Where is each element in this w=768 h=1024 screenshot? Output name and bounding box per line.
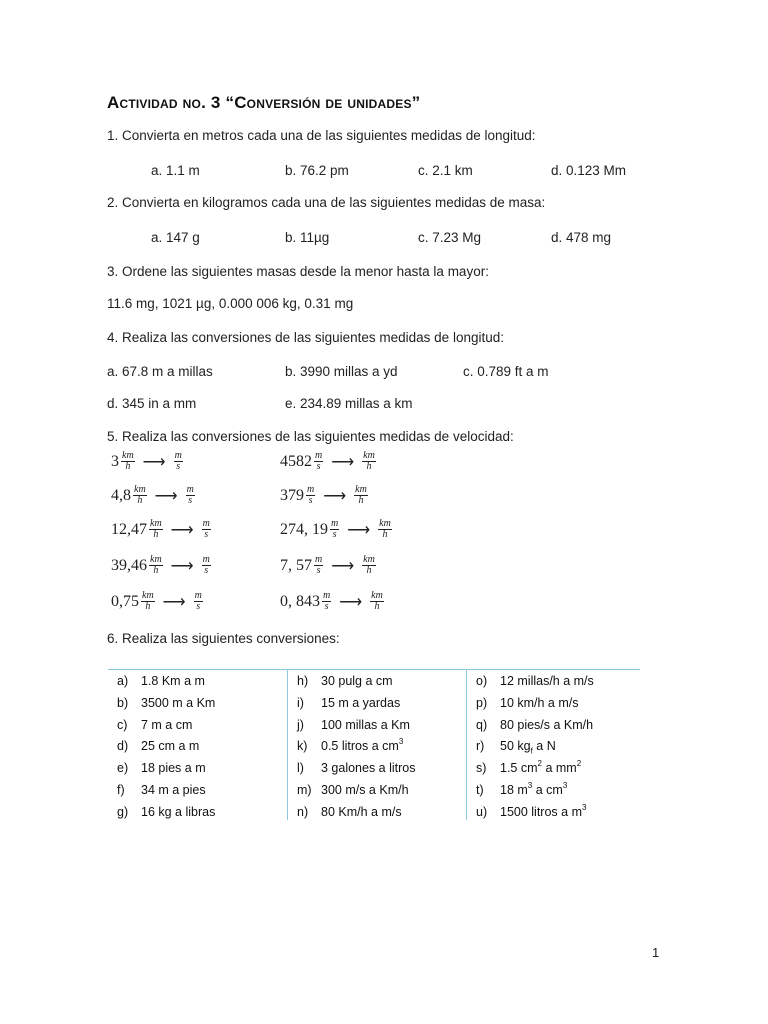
fraction-denominator: h (366, 461, 372, 472)
item-text (141, 783, 206, 797)
item-label: h) (297, 674, 309, 688)
fraction-denominator: s (204, 565, 209, 576)
fraction-numerator: km (379, 518, 391, 529)
item-label: q) (476, 717, 488, 732)
fraction-denominator: h (366, 565, 372, 576)
fraction-numerator: m (323, 590, 331, 601)
arrow-icon: ⟶ (323, 487, 347, 505)
item-text-part: 18 pies a m (141, 761, 206, 776)
q1-item-d: d. 0.123 Mm (551, 163, 627, 178)
item-text (321, 805, 402, 819)
fraction-numerator: m (315, 450, 323, 461)
fraction-numerator: m (186, 484, 194, 495)
unit-fraction (378, 519, 392, 540)
table-cell (476, 696, 579, 710)
item-label: s) (476, 761, 487, 776)
question-1-prompt: 1. Convierta en metros cada una de las siguientes medidas de longitud: (107, 128, 536, 143)
unit-fraction (354, 485, 368, 506)
unit-fraction (141, 591, 155, 612)
velocity-expression (280, 591, 386, 612)
fraction-numerator: km (363, 554, 375, 565)
subscript: f (530, 746, 533, 756)
velocity-expression (111, 555, 213, 576)
q2-item-b: b. 11µg (285, 230, 330, 245)
item-text (500, 739, 556, 756)
item-text-part: 18 m (500, 783, 528, 797)
item-text (500, 718, 593, 732)
q4-item-d: d. 345 in a mm (107, 396, 197, 411)
table-cell (297, 805, 402, 819)
unit-fraction (133, 485, 147, 506)
unit-fraction (306, 485, 315, 506)
velocity-expression (111, 591, 205, 612)
item-text-part: 10 km/h a m/s (500, 695, 579, 710)
item-label: m) (297, 783, 312, 797)
item-text (321, 718, 410, 732)
item-text (141, 696, 215, 710)
fraction-numerator: m (315, 554, 323, 565)
q1-item-a: a. 1.1 m (151, 163, 200, 178)
item-text-part: 3 galones a litros (321, 761, 416, 776)
q4-item-a: a. 67.8 m a millas (107, 364, 213, 379)
item-text (141, 739, 199, 753)
unit-fraction (174, 451, 183, 472)
item-label: g) (117, 804, 129, 819)
item-label: a) (117, 674, 129, 688)
item-text-part: 0.5 litros a cm (321, 739, 399, 754)
table-cell (117, 696, 215, 710)
velocity-value: 3 (111, 452, 119, 470)
velocity-expression (280, 451, 378, 472)
fraction-numerator: m (174, 450, 182, 461)
item-text (141, 718, 192, 732)
page-number: 1 (652, 945, 660, 960)
unit-fraction (121, 451, 135, 472)
superscript: 3 (581, 802, 587, 812)
velocity-expression (111, 451, 185, 472)
item-label: f) (117, 783, 125, 797)
question-2-prompt: 2. Convierta en kilogramos cada una de las siguientes medidas de masa: (107, 195, 546, 210)
item-text (141, 674, 205, 688)
fraction-denominator: s (204, 529, 209, 540)
item-text-part: 16 kg a libras (141, 804, 216, 819)
velocity-value: 4582 (280, 452, 312, 470)
item-label: t) (476, 783, 484, 797)
fraction-numerator: km (142, 590, 154, 601)
item-label: d) (117, 739, 129, 754)
arrow-icon: ⟶ (331, 557, 355, 575)
unit-fraction (149, 555, 163, 576)
unit-fraction (202, 519, 211, 540)
fraction-numerator: km (371, 590, 383, 601)
velocity-value: 379 (280, 486, 304, 504)
item-text-part: 50 kg (500, 739, 531, 754)
q2-item-c: c. 7.23 Mg (418, 230, 482, 245)
item-text-part: 100 millas a Km (321, 717, 410, 732)
table-cell (476, 802, 587, 819)
item-label: u) (476, 804, 488, 819)
q3-values: 11.6 mg, 1021 µg, 0.000 006 kg, 0.31 mg (107, 296, 354, 311)
table-cell (297, 674, 393, 688)
item-text-part: 80 pies/s a Km/h (500, 717, 594, 732)
question-6-prompt: 6. Realiza las siguientes conversiones: (107, 631, 340, 646)
question-5-prompt: 5. Realiza las conversiones de las siguientes medidas de velocidad: (107, 429, 514, 444)
q4-item-b: b. 3990 millas a yd (285, 364, 398, 379)
q1-item-c: c. 2.1 km (418, 163, 473, 178)
item-text-part: 300 m/s a Km/h (321, 783, 409, 797)
fraction-numerator: m (202, 518, 210, 529)
table-cell (297, 718, 410, 732)
table-cell (297, 696, 400, 710)
item-label: r) (476, 739, 485, 754)
q2-item-a: a. 147 g (151, 230, 200, 245)
item-label: o) (476, 674, 488, 688)
unit-fraction (314, 555, 323, 576)
q1-item-b: b. 76.2 pm (285, 163, 349, 178)
item-text (500, 674, 594, 688)
superscript: 2 (537, 759, 542, 769)
table-cell (297, 739, 403, 753)
table-cell (117, 805, 215, 819)
item-text (141, 805, 215, 819)
table-cell (476, 783, 567, 797)
unit-fraction (362, 555, 376, 576)
item-label: b) (117, 695, 129, 710)
velocity-value: 12,47 (111, 520, 147, 538)
fraction-numerator: m (194, 590, 202, 601)
velocity-value: 4,8 (111, 486, 131, 504)
unit-fraction (194, 591, 203, 612)
item-label: p) (476, 695, 488, 710)
table-cell (476, 761, 581, 775)
item-text-part: 80 Km/h a m/s (321, 804, 402, 819)
item-text-part: a N (532, 739, 556, 754)
table-cell (476, 739, 556, 756)
item-label: l) (297, 761, 304, 776)
item-text (500, 696, 579, 710)
fraction-denominator: h (153, 565, 159, 576)
fraction-denominator: s (332, 529, 337, 540)
unit-fraction (149, 519, 163, 540)
fraction-numerator: m (307, 484, 315, 495)
item-text (321, 739, 403, 753)
fraction-denominator: h (145, 601, 151, 612)
fraction-denominator: h (382, 529, 388, 540)
fraction-numerator: m (202, 554, 210, 565)
fraction-denominator: s (316, 565, 321, 576)
fraction-denominator: h (137, 495, 143, 506)
item-text (500, 802, 587, 819)
fraction-denominator: s (316, 461, 321, 472)
fraction-numerator: km (150, 554, 162, 565)
item-text-part: 1.5 cm (500, 761, 538, 776)
table-cell (476, 718, 593, 732)
table-column-1 (108, 670, 286, 820)
superscript: 2 (576, 759, 582, 769)
velocity-expression (280, 519, 394, 540)
arrow-icon: ⟶ (170, 521, 194, 539)
item-text-part: 1500 litros a m (500, 804, 582, 819)
q4-item-e: e. 234.89 millas a km (285, 396, 413, 411)
arrow-icon: ⟶ (331, 453, 355, 471)
arrow-icon: ⟶ (154, 487, 178, 505)
table-cell (117, 718, 192, 732)
velocity-value: 39,46 (111, 556, 147, 574)
fraction-denominator: s (176, 461, 181, 472)
fraction-denominator: h (153, 529, 159, 540)
item-text-part: a mm (541, 761, 577, 776)
unit-fraction (370, 591, 384, 612)
unit-fraction (186, 485, 195, 506)
item-text-part: 12 millas/h a m/s (500, 674, 594, 688)
fraction-denominator: s (308, 495, 313, 506)
fraction-numerator: m (331, 518, 339, 529)
item-text (321, 674, 393, 688)
fraction-denominator: h (374, 601, 380, 612)
item-text-part: a cm (532, 783, 563, 797)
velocity-value: 7, 57 (280, 556, 312, 574)
item-text-part: 3500 m a Km (141, 695, 216, 710)
item-text-part: 30 pulg a cm (321, 674, 393, 688)
item-text-part: 25 cm a m (141, 739, 200, 754)
item-label: i) (297, 695, 304, 710)
item-text-part: 15 m a yardas (321, 695, 401, 710)
velocity-expression (280, 485, 370, 506)
velocity-value: 0, 843 (280, 592, 320, 610)
velocity-value: 274, 19 (280, 520, 328, 538)
item-text (321, 696, 400, 710)
fraction-numerator: km (150, 518, 162, 529)
unit-fraction (362, 451, 376, 472)
item-label: n) (297, 804, 309, 819)
item-label: j) (297, 717, 304, 732)
item-text (141, 761, 206, 775)
fraction-denominator: s (196, 601, 201, 612)
arrow-icon: ⟶ (339, 593, 363, 611)
question-4-prompt: 4. Realiza las conversiones de las siguientes medidas de longitud: (107, 330, 504, 345)
superscript: 3 (527, 781, 533, 790)
arrow-icon: ⟶ (162, 593, 186, 611)
item-text (500, 761, 581, 775)
fraction-denominator: h (125, 461, 131, 472)
unit-fraction (314, 451, 323, 472)
velocity-expression (111, 485, 197, 506)
superscript: 3 (398, 737, 404, 747)
table-cell (117, 783, 206, 797)
arrow-icon: ⟶ (170, 557, 194, 575)
fraction-numerator: km (355, 484, 367, 495)
item-text (321, 761, 416, 775)
table-column-2 (287, 670, 466, 820)
fraction-denominator: s (324, 601, 329, 612)
table-cell (476, 674, 594, 688)
fraction-denominator: s (188, 495, 193, 506)
item-text-part: 7 m a cm (141, 717, 193, 732)
fraction-numerator: km (363, 450, 375, 461)
superscript: 3 (562, 781, 568, 790)
table-cell (297, 761, 416, 775)
fraction-numerator: km (122, 450, 134, 461)
fraction-denominator: h (358, 495, 364, 506)
unit-fraction (202, 555, 211, 576)
velocity-expression (111, 519, 213, 540)
unit-fraction (322, 591, 331, 612)
q4-item-c: c. 0.789 ft a m (463, 364, 549, 379)
arrow-icon: ⟶ (142, 453, 166, 471)
table-cell (117, 674, 205, 688)
velocity-expression (280, 555, 378, 576)
item-text (321, 783, 409, 797)
unit-fraction (330, 519, 339, 540)
item-text (500, 783, 567, 797)
fraction-numerator: km (134, 484, 146, 495)
table-column-3 (466, 670, 641, 820)
arrow-icon: ⟶ (347, 521, 371, 539)
item-label: k) (297, 739, 308, 754)
velocity-value: 0,75 (111, 592, 139, 610)
conversions-table (108, 669, 640, 820)
table-cell (117, 739, 199, 753)
question-3-prompt: 3. Ordene las siguientes masas desde la menor hasta la mayor: (107, 264, 489, 279)
item-label: c) (117, 717, 128, 732)
q2-item-d: d. 478 mg (551, 230, 612, 245)
item-label: e) (117, 761, 129, 776)
item-text-part: 34 m a pies (141, 783, 206, 797)
item-text-part: 1.8 Km a m (141, 674, 205, 688)
table-cell (297, 783, 409, 797)
table-cell (117, 761, 206, 775)
page-title: Actividad no. 3 “Conversión de unidades” (107, 93, 421, 112)
